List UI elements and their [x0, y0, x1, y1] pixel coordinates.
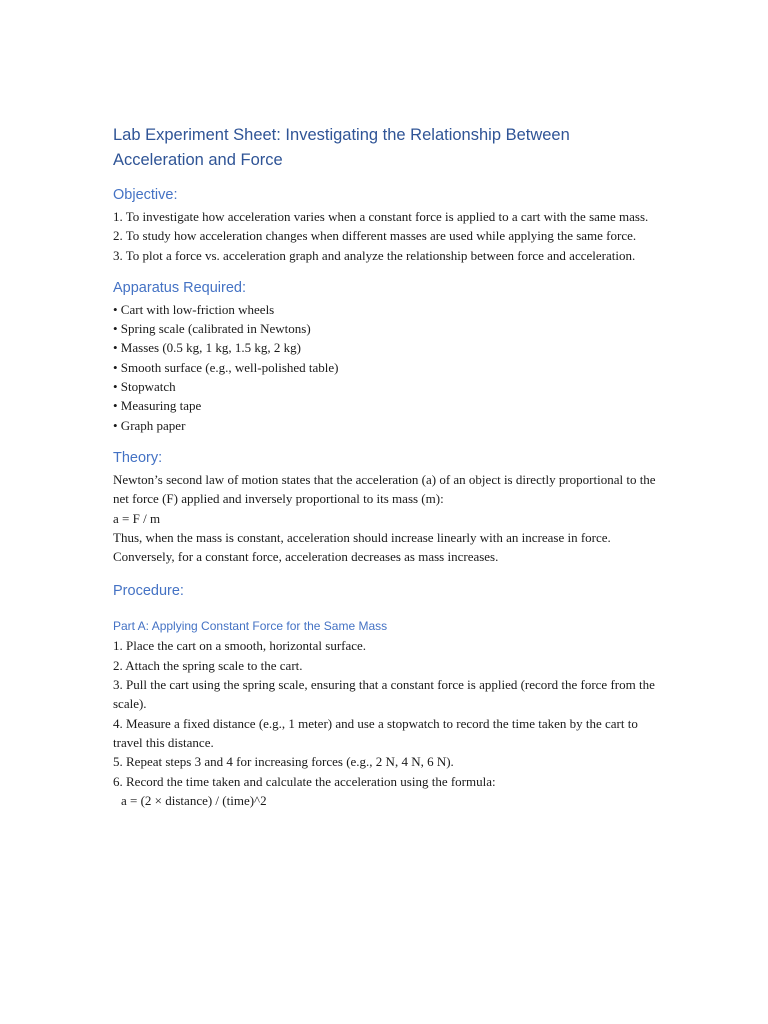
document-page	[113, 123, 658, 810]
theory-formula: a = F / m	[113, 510, 161, 526]
procedure-step: 3. Pull the cart using the spring scale, ensuring that a constant force is applied (record the force from the scale).	[113, 677, 655, 712]
apparatus-item: • Graph paper	[113, 417, 186, 433]
procedure-step: 4. Measure a fixed distance (e.g., 1 meter) and use a stopwatch to record the time taken by the cart to travel this distance.	[113, 715, 638, 750]
part-a-heading: Part A: Applying Constant Force for the Same Mass	[113, 619, 388, 634]
apparatus-item: • Smooth surface (e.g., well-polished table)	[113, 359, 339, 375]
procedure-step: 6. Record the time taken and calculate the acceleration using the formula:	[113, 773, 496, 789]
objective-section	[113, 185, 658, 265]
procedure-step: 5. Repeat steps 3 and 4 for increasing forces (e.g., 2 N, 4 N, 6 N).	[113, 754, 454, 770]
procedure-section	[113, 581, 658, 810]
theory-paragraph-2: Thus, when the mass is constant, acceleration should increase linearly with an increase in force. Conversely, for a constant force, acceleration decreases as mass increases.	[113, 529, 611, 565]
apparatus-item: • Measuring tape	[113, 398, 202, 414]
theory-heading: Theory:	[113, 449, 163, 466]
procedure-heading: Procedure:	[113, 583, 184, 600]
apparatus-section	[113, 278, 658, 435]
objective-item: 2. To study how acceleration changes when different masses are used while applying the same force.	[113, 228, 637, 244]
apparatus-item: • Cart with low-friction wheels	[113, 301, 275, 317]
apparatus-item: • Stopwatch	[113, 379, 176, 395]
theory-paragraph-1: Newton’s second law of motion states that the acceleration (a) of an object is directly proportional to the net force (F) applied and inversely proportional to its mass (m):	[113, 471, 656, 507]
procedure-step: 1. Place the cart on a smooth, horizontal surface.	[113, 638, 367, 654]
objective-item: 1. To investigate how acceleration varies when a constant force is applied to a cart with the same mass.	[113, 209, 649, 224]
title-line-2: Acceleration and Force	[113, 151, 283, 169]
acceleration-formula: a = (2 × distance) / (time)^2	[121, 792, 267, 808]
apparatus-heading: Apparatus Required:	[113, 279, 246, 296]
apparatus-item: • Masses (0.5 kg, 1 kg, 1.5 kg, 2 kg)	[113, 340, 301, 356]
apparatus-item: • Spring scale (calibrated in Newtons)	[113, 321, 311, 337]
objective-item: 3. To plot a force vs. acceleration graph and analyze the relationship between force and acceleration.	[113, 247, 636, 263]
document-title	[113, 123, 658, 173]
objective-heading: Objective:	[113, 187, 178, 203]
title-line-1: Lab Experiment Sheet: Investigating the Relationship Between	[113, 126, 570, 144]
theory-section	[113, 448, 658, 566]
procedure-step: 2. Attach the spring scale to the cart.	[113, 657, 303, 673]
